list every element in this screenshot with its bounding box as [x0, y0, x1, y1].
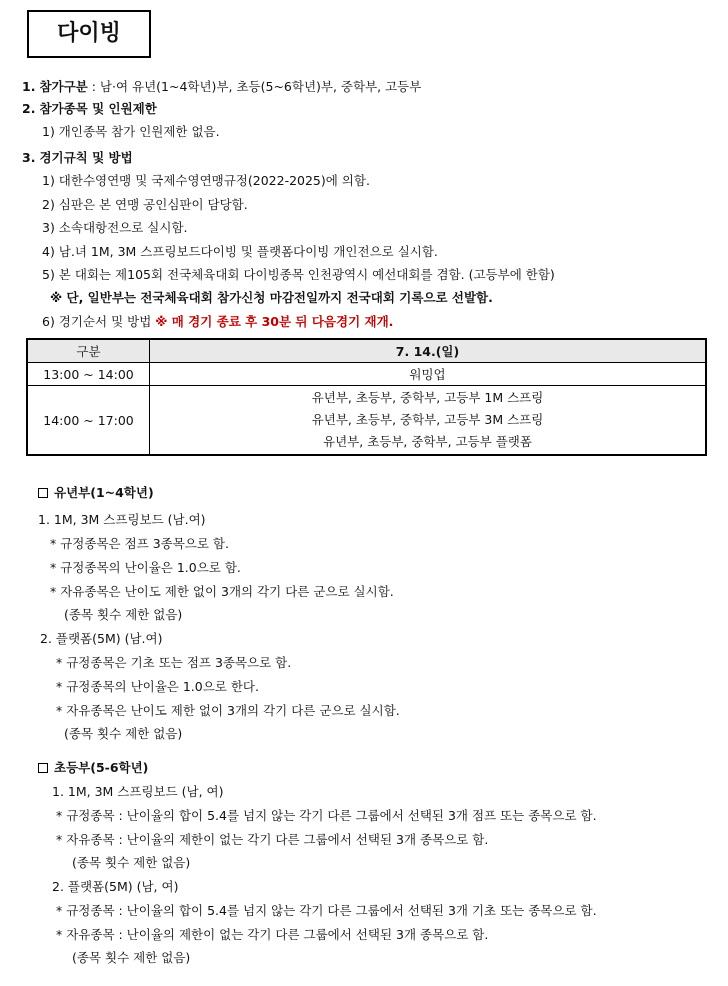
schedule-table	[26, 338, 707, 456]
elementary-line: 2. 플랫폼(5M) (남, 여)	[52, 879, 179, 894]
time-cell: 13:00 ~ 14:00	[27, 363, 150, 386]
resume-note: ※ 매 경기 종료 후 30분 뒤 다음경기 재개.	[155, 314, 394, 329]
list-item: 3) 소속대항전으로 실시함.	[42, 220, 188, 235]
section-number: 3.	[22, 150, 36, 165]
youth-heading	[38, 483, 154, 501]
youth-line: * 자유종목은 난이도 제한 없이 3개의 각기 다른 군으로 실시함.	[50, 584, 394, 599]
table-header-date: 7. 14.(일)	[150, 339, 707, 363]
item6-text: 6) 경기순서 및 방법	[42, 314, 156, 329]
event-line: 유년부, 초등부, 중학부, 고등부 3M 스프링	[311, 412, 544, 427]
event-line: 유년부, 초등부, 중학부, 고등부 1M 스프링	[311, 390, 544, 405]
table-header-category: 구분	[27, 339, 150, 363]
section-participation	[22, 77, 421, 95]
youth-line: (종목 횟수 제한 없음)	[64, 726, 183, 741]
time-cell: 14:00 ~ 17:00	[27, 386, 150, 456]
youth-line: * 규정종목은 점프 3종목으로 함.	[50, 536, 229, 551]
table-header-row	[27, 339, 706, 363]
checkbox-square-icon	[38, 488, 48, 498]
youth-line: * 규정종목의 난이율은 1.0으로 한다.	[56, 679, 259, 694]
selection-note: ※ 단, 일반부는 전국체육대회 참가신청 마감전일까지 전국대회 기록으로 선발함.	[50, 290, 493, 305]
section-rules	[22, 148, 133, 166]
elementary-heading-text: 초등부(5-6학년)	[54, 760, 149, 775]
elementary-line: * 규정종목 : 난이율의 합이 5.4를 넘지 않는 각기 다른 그룹에서 선택된 3개 기초 또는 종목으로 함.	[56, 903, 597, 918]
youth-line: * 규정종목은 기초 또는 점프 3종목으로 함.	[56, 655, 292, 670]
event-cell	[150, 386, 707, 456]
elementary-line: (종목 횟수 제한 없음)	[72, 855, 191, 870]
section-label: 경기규칙 및 방법	[39, 150, 133, 165]
list-item: 4) 남.녀 1M, 3M 스프링보드다이빙 및 플랫폼다이빙 개인전으로 실시함.	[42, 244, 438, 259]
section-events	[22, 99, 157, 117]
section-label: 참가구분	[39, 79, 88, 94]
youth-heading-text: 유년부(1~4학년)	[54, 485, 154, 500]
elementary-line: (종목 횟수 제한 없음)	[72, 950, 191, 965]
elementary-heading	[38, 758, 148, 776]
section-number: 1.	[22, 79, 36, 94]
youth-line: 2. 플랫폼(5M) (남.여)	[40, 631, 163, 646]
section-number: 2.	[22, 101, 36, 116]
youth-line: * 규정종목의 난이율은 1.0으로 함.	[50, 560, 241, 575]
youth-line: * 자유종목은 난이도 제한 없이 3개의 각기 다른 군으로 실시함.	[56, 703, 400, 718]
event-cell: 워밍업	[150, 363, 707, 386]
youth-line: 1. 1M, 3M 스프링보드 (남.여)	[38, 512, 206, 527]
list-item: 1) 대한수영연맹 및 국제수영연맹규정(2022-2025)에 의함.	[42, 173, 370, 188]
elementary-line: 1. 1M, 3M 스프링보드 (남, 여)	[52, 784, 224, 799]
table-row	[27, 386, 706, 456]
section-label: 참가종목 및 인원제한	[39, 101, 157, 116]
list-item: 1) 개인종목 참가 인원제한 없음.	[42, 124, 220, 139]
youth-line: (종목 횟수 제한 없음)	[64, 607, 183, 622]
list-item	[42, 312, 393, 330]
table-row	[27, 363, 706, 386]
list-item: 2) 심판은 본 연맹 공인심판이 담당함.	[42, 197, 248, 212]
elementary-line: * 규정종목 : 난이율의 합이 5.4를 넘지 않는 각기 다른 그룹에서 선택된 3개 점프 또는 종목으로 함.	[56, 808, 597, 823]
list-item: 5) 본 대회는 제105회 전국체육대회 다이빙종목 인천광역시 예선대회를 겸함. (고등부에 한함)	[42, 267, 555, 282]
checkbox-square-icon	[38, 763, 48, 773]
page-title: 다이빙	[27, 10, 151, 58]
section-text: : 남·여 유년(1~4학년)부, 초등(5~6학년)부, 중학부, 고등부	[87, 79, 422, 94]
event-line: 유년부, 초등부, 중학부, 고등부 플랫폼	[323, 434, 532, 449]
elementary-line: * 자유종목 : 난이율의 제한이 없는 각기 다른 그룹에서 선택된 3개 종목으로 함.	[56, 927, 489, 942]
elementary-line: * 자유종목 : 난이율의 제한이 없는 각기 다른 그룹에서 선택된 3개 종목으로 함.	[56, 832, 489, 847]
